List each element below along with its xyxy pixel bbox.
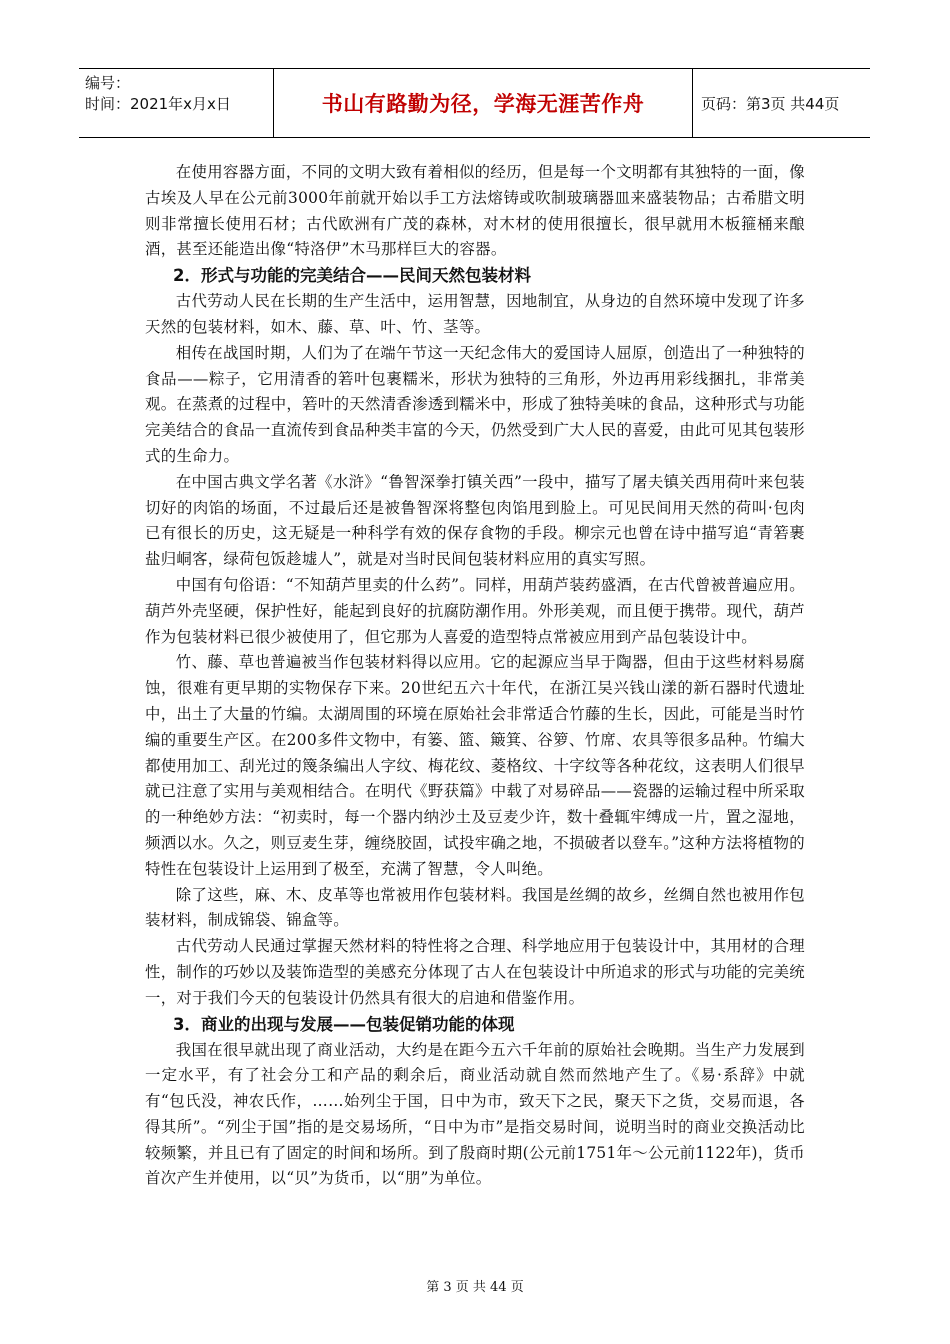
paragraph: 我国在很早就出现了商业活动，大约是在距今五六千年前的原始社会晚期。当生产力发展到一定水平，有了社会分工和产品的剩余后，商业活动就自然而然地产生了。《易·系辞》中就有“包氏没，神农氏作，……始列尘于国，日中为市，致天下之民，聚天下之货，交易而退，各得其所”。“列尘于国”指的是交易场所，“日中为市”是指交易时间，说明当时的商业交换活动比较频繁，并且已有了固定的时间和场所。到了殷商时期(公元前1751年～公元前1122年)，货币首次产生并使用，以“贝”为货币，以“朋”为单位。 — [145, 1040, 805, 1188]
paragraph: 在使用容器方面，不同的文明大致有着相似的经历，但是每一个文明都有其独特的一面，像古埃及人早在公元前3000年前就开始以手工方法熔铸或吹制玻璃器皿来盛装物品；古希腊文明则非常擅长使用石材；古代欧洲有广茂的森林，对木材的使用很擅长，很早就用木板箍桶来酿酒，甚至还能造出像“特洛伊”木马那样巨大的容器。 — [145, 163, 805, 259]
header-motto: 书山有路勤为径，学海无涯苦作舟 — [274, 69, 693, 137]
header-page-info: 页码：第3页 共44页 — [701, 94, 840, 113]
paragraph: 竹、藤、草也普遍被当作包装材料得以应用。它的起源应当早于陶器，但由于这些材料易腐蚀，很难有更早期的实物保存下来。20世纪五六十年代，在浙江吴兴钱山漾的新石器时代遗址中，出土了大量的竹编。太湖周围的环境在原始社会非常适合竹藤的生长，因此，可能是当时竹编的重要生产区。在200多件文物中，有篓、篮、簸箕、谷箩、竹席、农具等很多品种。竹编大都使用加工、刮光过的篾条编出人字纹、梅花纹、菱格纹、十字纹等各种花纹，这表明人们很早就已注意了实用与美观相结合。在明代《野获篇》中载了对易碎品——瓷器的运输过程中所采取的一种绝妙方法：“初卖时，每一个器内纳沙土及豆麦少许，数十叠辄牢缚成一片，置之湿地，频洒以水。久之，则豆麦生芽，缠绕胶固，试投牢确之地，不损破者以登车。”这种方法将植物的特性在包装设计上运用到了极至，充满了智慧，令人叫绝。 — [145, 653, 805, 878]
page-header — [79, 68, 870, 138]
paragraph: 古代劳动人民在长期的生产生活中，运用智慧，因地制宜，从身边的自然环境中发现了许多天然的包装材料，如木、藤、草、叶、竹、茎等。 — [145, 292, 805, 336]
number-label: 编号： — [85, 74, 131, 92]
paragraph: 除了这些，麻、木、皮革等也常被用作包装材料。我国是丝绸的故乡，丝绸自然也被用作包装材料，制成锦袋、锦盒等。 — [145, 885, 805, 930]
paragraph: 中国有句俗语：“不知葫芦里卖的什么药”。同样，用葫芦装药盛酒，在古代曾被普遍应用。葫芦外壳坚硬，保护性好，能起到良好的抗腐防潮作用。外形美观，而且便于携带。现代，葫芦作为包装材料已很少被使用了，但它那为人喜爱的造型特点常被应用到产品包装设计中。 — [145, 575, 805, 646]
paragraph: 在中国古典文学名著《水浒》“鲁智深拳打镇关西”一段中，描写了屠夫镇关西用荷叶来包装切好的肉馅的场面，不过最后还是被鲁智深将整包肉馅甩到脸上。可见民间用天然的荷叫·包肉已有很长的历史，这无疑是一种科学有效的保存食物的手段。柳宗元也曾在诗中描写追“青箬裹盐归峒客，绿荷包饭趁墟人”，就是对当时民间包装材料应用的真实写照。 — [145, 472, 805, 569]
paragraph: 相传在战国时期，人们为了在端午节这一天纪念伟大的爱国诗人屈原，创造出了一种独特的食品——粽子，它用清香的箬叶包裹糯米，形状为独特的三角形，外边再用彩线捆扎，非常美观。在蒸煮的过程中，箬叶的天然清香渗透到糯米中，形成了独特美味的食品，这种形式与功能完美结合的食品一直流传到食品种类丰富的今天，仍然受到广大人民的喜爱，由此可见其包装形式的生命力。 — [145, 343, 805, 465]
date-label: 时间：2021年x月x日 — [85, 95, 231, 113]
section-heading: 2．形式与功能的完美结合——民间天然包装材料 — [173, 266, 531, 286]
paragraph: 古代劳动人民通过掌握天然材料的特性将之合理、科学地应用于包装设计中，其用材的合理性，制作的巧妙以及装饰造型的美感充分体现了古人在包装设计中所追求的形式与功能的完美统一，对于我们今天的包装设计仍然具有很大的启迪和借鉴作用。 — [145, 937, 805, 1007]
page-footer: 第 3 页 共 44 页 — [426, 1280, 524, 1295]
header-meta — [79, 69, 274, 137]
document-body — [145, 160, 805, 1192]
section-heading: 3．商业的出现与发展——包装促销功能的体现 — [173, 1014, 515, 1034]
